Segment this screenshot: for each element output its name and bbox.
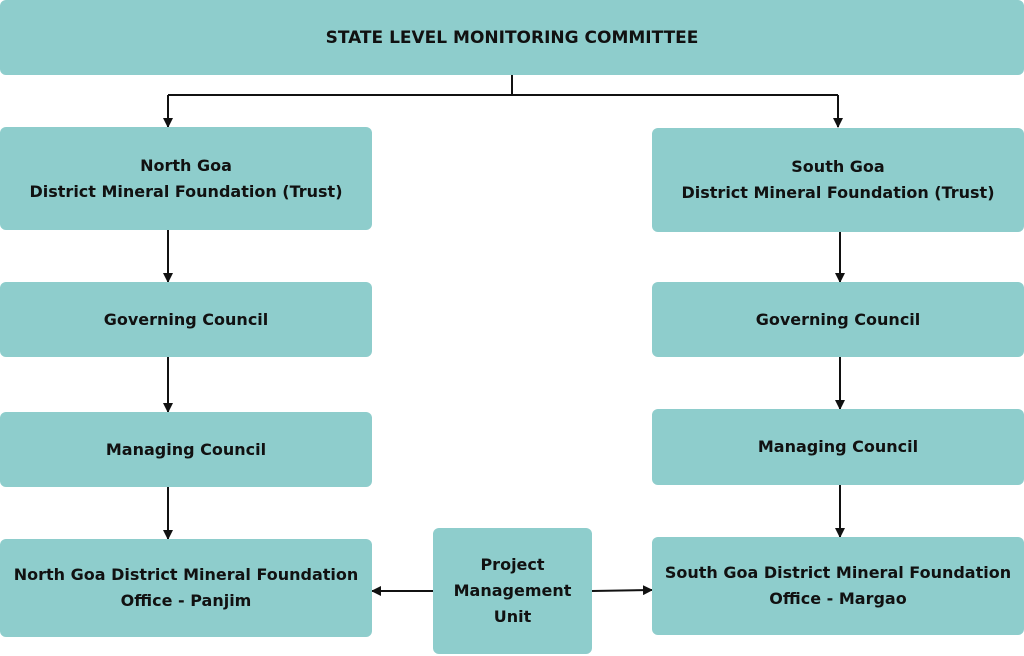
north-trust-line1: North Goa	[140, 155, 232, 175]
north-trust-line2: District Mineral Foundation (Trust)	[29, 181, 343, 201]
north-office-box	[0, 539, 372, 637]
pmu-line2: Management	[453, 581, 572, 600]
north-managing-council-label: Managing Council	[105, 439, 267, 459]
south-managing-council-box	[652, 409, 1024, 485]
south-office-line2: Office - Margao	[769, 589, 907, 608]
north-trust-box	[0, 127, 372, 230]
pmu-line3: Unit	[493, 607, 532, 626]
state-committee-box	[0, 0, 1024, 75]
arrow-pmu-to-south-office	[592, 590, 652, 591]
north-governing-council-label: Governing Council	[103, 309, 269, 329]
north-office-line1: North Goa District Mineral Foundation	[13, 565, 359, 584]
south-trust-line2: District Mineral Foundation (Trust)	[681, 183, 995, 202]
south-office-box	[652, 537, 1024, 635]
south-managing-council-label: Managing Council	[757, 437, 919, 456]
north-governing-council-box	[0, 282, 372, 357]
pmu-line1: Project	[480, 555, 545, 574]
south-office-line1: South Goa District Mineral Foundation	[664, 563, 1012, 582]
south-governing-council-label: Governing Council	[755, 309, 921, 329]
state-committee-label: STATE LEVEL MONITORING COMMITTEE	[325, 27, 699, 48]
north-managing-council-box	[0, 412, 372, 487]
north-office-line2: Office - Panjim	[120, 591, 252, 610]
south-trust-box	[652, 128, 1024, 232]
south-governing-council-box	[652, 282, 1024, 357]
south-trust-line1: South Goa	[791, 157, 885, 176]
project-management-unit-box	[433, 528, 592, 654]
